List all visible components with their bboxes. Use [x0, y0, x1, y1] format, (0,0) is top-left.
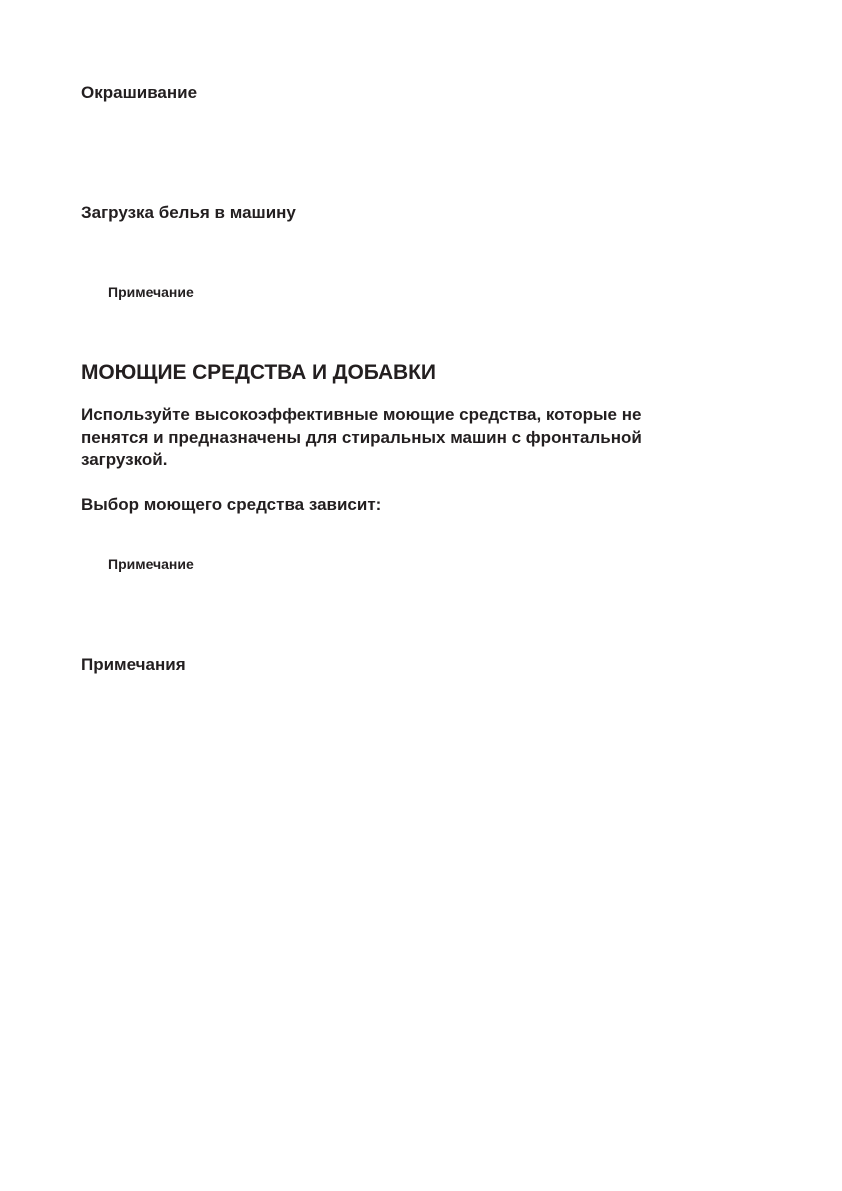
paragraph-line: загрузкой. [81, 450, 168, 469]
detergent-choice-heading: Выбор моющего средства зависит: [81, 495, 382, 514]
chapter-title-detergents: МОЮЩИЕ СРЕДСТВА И ДОБАВКИ [81, 361, 436, 384]
section-heading-notes: Примечания [81, 655, 186, 674]
section-heading-dyeing: Окрашивание [81, 83, 198, 102]
note-label-loading: Примечание [108, 284, 194, 300]
paragraph-line: Используйте высокоэффективные моющие средства, которые не [81, 405, 642, 424]
paragraph-line: пенятся и предназначены для стиральных машин с фронтальной [81, 427, 642, 447]
detergents-intro-paragraph [81, 404, 761, 472]
section-heading-loading: Загрузка белья в машину [81, 203, 296, 222]
note-label-detergents: Примечание [108, 556, 194, 572]
